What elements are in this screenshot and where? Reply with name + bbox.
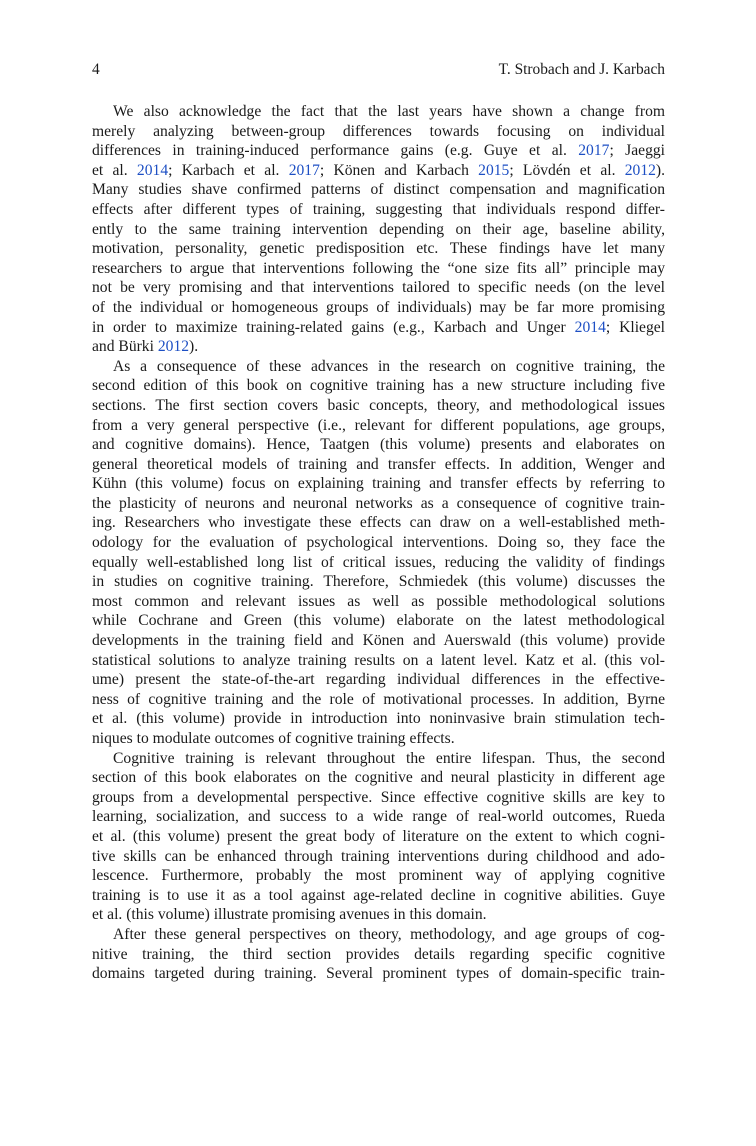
text-run: in order to maximize training-related gains (e.g., Karbach and Unger bbox=[92, 318, 575, 336]
text-line bbox=[92, 239, 665, 259]
text-run: effects after different types of training, suggesting that individuals respond differ- bbox=[92, 200, 665, 218]
text-run: et al. bbox=[92, 161, 137, 179]
text-run: After these general perspectives on theory, methodology, and age groups of cog- bbox=[113, 925, 665, 943]
text-run: ing. Researchers who investigate these effects can draw on a well-established meth- bbox=[92, 514, 665, 532]
text-line bbox=[92, 690, 665, 710]
text-run: et al. (this volume) provide in introduction into noninvasive brain stimulation tech- bbox=[92, 710, 665, 728]
text-run: ). bbox=[655, 161, 666, 179]
text-line bbox=[92, 964, 665, 984]
text-line bbox=[92, 435, 665, 455]
text-line bbox=[92, 533, 665, 553]
text-run: and Bürki bbox=[92, 338, 158, 356]
text-run: odology for the evaluation of psychological interventions. Doing so, they face the bbox=[92, 534, 665, 552]
text-run: general theoretical models of training and transfer effects. In addition, Wenger and bbox=[92, 455, 665, 473]
text-run: et al. (this volume) present the great body of literature on the extent to which cogni- bbox=[92, 827, 665, 845]
text-run: differences in training-induced performance gains (e.g. Guye et al. bbox=[92, 142, 579, 160]
text-line bbox=[92, 827, 665, 847]
text-line bbox=[92, 709, 665, 729]
text-run: groups from a developmental perspective. Since effective cognitive skills are key to bbox=[92, 788, 665, 806]
text-line bbox=[92, 200, 665, 220]
text-run: ; Jaeggi bbox=[609, 142, 665, 160]
text-line bbox=[92, 611, 665, 631]
text-run: domains targeted during training. Several prominent types of domain-specific train- bbox=[92, 965, 665, 983]
citation-link[interactable]: 2017 bbox=[578, 142, 610, 160]
text-run: ; Lövdén et al. bbox=[509, 161, 625, 179]
text-line bbox=[92, 513, 665, 533]
citation-link[interactable]: 2015 bbox=[478, 161, 510, 179]
text-line bbox=[92, 278, 665, 298]
text-run: Kühn (this volume) focus on explaining training and transfer effects by referring to bbox=[92, 475, 665, 493]
text-run: niques to modulate outcomes of cognitive training effects. bbox=[92, 730, 455, 747]
text-run: merely analyzing between-group differences towards focusing on individual bbox=[92, 122, 665, 140]
text-run: ness of cognitive training and the role of motivational processes. In addition, Byrne bbox=[92, 690, 665, 708]
text-run: ume) present the state-of-the-art regarding individual differences in the effective- bbox=[92, 671, 665, 689]
paragraph bbox=[92, 357, 665, 749]
text-run: ; Könen and Karbach bbox=[319, 161, 479, 179]
text-run: not be very promising and that interventions tailored to specific needs (on the level bbox=[92, 279, 665, 297]
text-line bbox=[92, 180, 665, 200]
text-line bbox=[92, 945, 665, 965]
text-run: ently to the same training intervention depending on their age, baseline ability, bbox=[92, 220, 665, 238]
text-line bbox=[92, 572, 665, 592]
text-run: training is to use it as a tool against age-related decline in cognitive abilities. Guye bbox=[92, 886, 665, 904]
running-head-authors: T. Strobach and J. Karbach bbox=[498, 61, 665, 78]
text-run: tive skills can be enhanced through training interventions during childhood and ado- bbox=[92, 847, 665, 865]
text-run: second edition of this book on cognitive training has a new structure including five bbox=[92, 377, 665, 395]
text-run: the plasticity of neurons and neuronal networks as a consequence of cognitive train- bbox=[92, 494, 665, 512]
text-line bbox=[92, 670, 665, 690]
text-line bbox=[92, 298, 665, 318]
text-run: Many studies shave confirmed patterns of distinct compensation and magnification bbox=[92, 181, 665, 199]
text-run: lescence. Furthermore, probably the most prominent way of applying cognitive bbox=[92, 867, 665, 885]
page-number: 4 bbox=[92, 61, 100, 78]
text-line bbox=[92, 220, 665, 240]
paragraph bbox=[92, 925, 665, 984]
citation-link[interactable]: 2017 bbox=[288, 161, 320, 179]
text-line bbox=[92, 886, 665, 906]
text-run: statistical solutions to analyze training results on a latent level. Katz et al. (this vol- bbox=[92, 651, 665, 669]
text-run: motivation, personality, genetic predisposition etc. These findings have let many bbox=[92, 240, 665, 258]
text-run: equally well-established long list of critical issues, reducing the validity of findings bbox=[92, 553, 665, 571]
text-run: section of this book elaborates on the cognitive and neural plasticity in different age bbox=[92, 769, 665, 787]
text-line bbox=[92, 122, 665, 142]
text-line bbox=[92, 788, 665, 808]
text-line bbox=[92, 494, 665, 514]
text-line bbox=[92, 455, 665, 475]
text-line bbox=[92, 631, 665, 651]
text-line bbox=[92, 141, 665, 161]
text-line bbox=[92, 161, 665, 181]
text-run: ; Karbach et al. bbox=[168, 161, 289, 179]
running-header bbox=[92, 58, 665, 82]
text-line bbox=[92, 729, 665, 749]
text-run: while Cochrane and Green (this volume) elaborate on the latest methodological bbox=[92, 612, 665, 630]
text-run: ). bbox=[189, 338, 199, 356]
text-line bbox=[92, 807, 665, 827]
text-line bbox=[92, 376, 665, 396]
paragraph bbox=[92, 749, 665, 925]
text-line bbox=[92, 474, 665, 494]
text-run: We also acknowledge the fact that the last years have shown a change from bbox=[113, 103, 665, 120]
text-line bbox=[92, 416, 665, 436]
text-line bbox=[92, 866, 665, 886]
text-run: researchers to argue that interventions following the “one size fits all” principle may bbox=[92, 259, 665, 277]
text-run: in studies on cognitive training. Therefore, Schmiedek (this volume) discusses the bbox=[92, 573, 665, 591]
text-run: As a consequence of these advances in the research on cognitive training, the bbox=[113, 357, 665, 375]
text-line bbox=[92, 102, 665, 122]
citation-link[interactable]: 2012 bbox=[624, 161, 656, 179]
text-line bbox=[92, 259, 665, 279]
text-run: from a very general perspective (i.e., relevant for different populations, age groups, bbox=[92, 416, 665, 434]
text-line bbox=[92, 925, 665, 945]
text-line bbox=[92, 553, 665, 573]
text-line bbox=[92, 651, 665, 671]
text-line bbox=[92, 396, 665, 416]
citation-link[interactable]: 2014 bbox=[136, 161, 169, 179]
text-run: Cognitive training is relevant throughout the entire lifespan. Thus, the second bbox=[113, 749, 665, 767]
text-line bbox=[92, 905, 665, 925]
text-line bbox=[92, 768, 665, 788]
citation-link[interactable]: 2014 bbox=[574, 318, 606, 336]
text-line bbox=[92, 318, 665, 338]
text-line bbox=[92, 337, 665, 357]
text-run: ; Kliegel bbox=[605, 318, 665, 336]
text-run: and cognitive domains). Hence, Taatgen (this volume) presents and elaborates on bbox=[92, 436, 665, 454]
text-run: developments in the training field and Könen and Auerswald (this volume) provide bbox=[92, 632, 665, 650]
text-run: sections. The first section covers basic concepts, theory, and methodological issues bbox=[92, 396, 665, 414]
body-text bbox=[92, 102, 665, 984]
text-run: learning, socialization, and success to a wide range of real-world outcomes, Rueda bbox=[92, 808, 665, 826]
text-line bbox=[92, 357, 665, 377]
text-line bbox=[92, 749, 665, 769]
text-run: nitive training, the third section provides details regarding specific cognitive bbox=[92, 945, 665, 963]
text-run: most common and relevant issues as well as possible methodological solutions bbox=[92, 592, 665, 610]
text-run: of the individual or homogeneous groups of individuals) may be far more promising bbox=[92, 298, 665, 316]
text-line bbox=[92, 592, 665, 612]
text-line bbox=[92, 847, 665, 867]
citation-link[interactable]: 2012 bbox=[157, 338, 190, 356]
text-run: et al. (this volume) illustrate promising avenues in this domain. bbox=[92, 906, 487, 924]
paragraph bbox=[92, 102, 665, 357]
